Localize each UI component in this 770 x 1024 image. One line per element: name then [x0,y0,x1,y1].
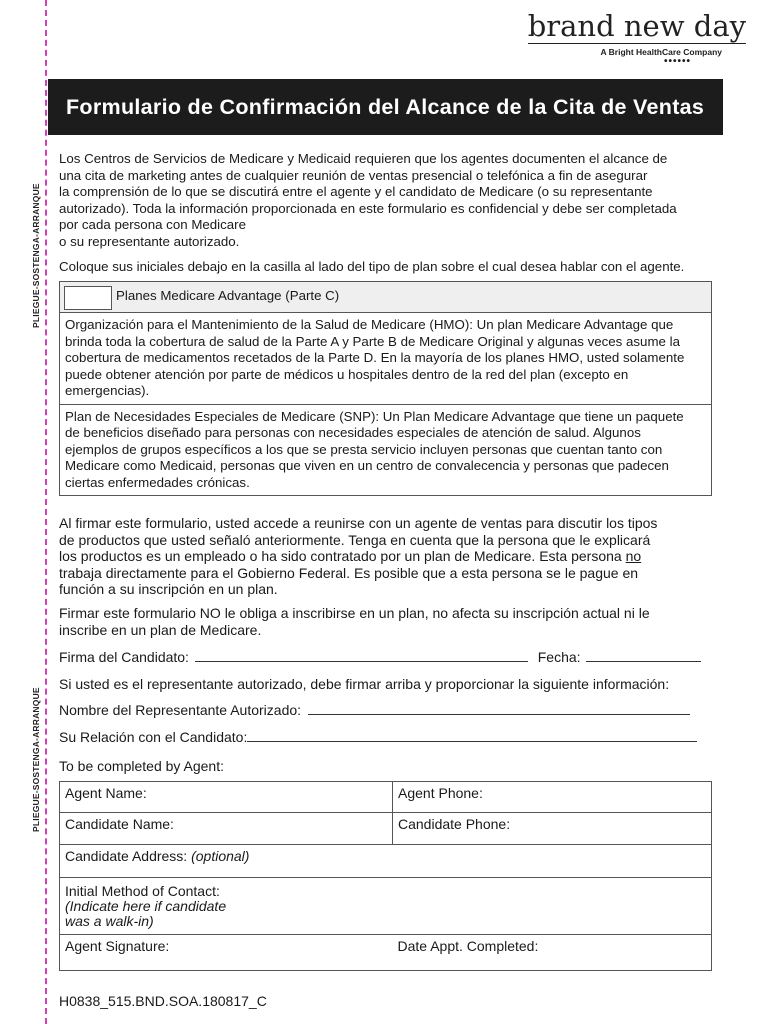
candidate-name-label: Candidate Name: [65,816,174,832]
brand-logo-tagline: A Bright HealthCare Company [600,47,722,57]
contact-method-label: Initial Method of Contact: [65,883,220,899]
agent-name-label: Agent Name: [65,785,147,801]
plan-row-line: de beneficios diseñado para personas con necesidades especiales de atención de salud. Algunos [65,425,641,440]
rep-name-field[interactable] [308,701,690,715]
plan-row-line: Organización para el Mantenimiento de la Salud de Medicare (HMO): Un plan Medicare Advantage que [65,317,674,332]
plan-table-header [60,282,711,313]
intro-line: Los Centros de Servicios de Medicare y Medicaid requieren que los agentes documenten el alcance de [59,151,668,166]
intro-line: la comprensión de lo que se discutirá entre el agente y el candidato de Medicare (o su representante [59,184,653,199]
agent-table [59,781,712,971]
rep-name-label: Nombre del Representante Autorizado: [59,702,302,718]
fold-label-top: PLIEGUE-SOSTENGA-ARRANQUE [31,183,41,328]
consent-line-text: los productos es un empleado o ha sido contratado por un plan de Medicare. Esta persona [59,548,626,564]
agent-phone-label: Agent Phone: [398,785,483,801]
initials-box[interactable] [64,286,112,310]
candidate-signature-label: Firma del Candidato: [59,649,189,665]
plan-type-label: Planes Medicare Advantage (Parte C) [116,288,340,303]
plan-row-line: ciertas enfermedades crónicas. [65,474,250,490]
obligation-paragraph [59,605,719,638]
consent-line [59,548,719,565]
candidate-phone-label: Candidate Phone: [398,816,511,832]
agent-table-row [60,935,712,971]
plan-row-line: brinda toda la cobertura de salud de la Parte A y Parte B de Medicare Original y algunas veces asume la [65,333,680,349]
rep-instruction: Si usted es el representante autorizado, debe firmar arriba y proporcionar la siguiente información: [59,676,670,692]
plan-row-line: Medicare como Medicaid, personas que viven en un centro de convalecencia y personas que padecen [65,458,669,473]
brand-logo-name: brand new day [527,9,746,43]
candidate-signature-field[interactable] [195,648,528,662]
intro-line: o su representante autorizado. [59,233,240,249]
relation-field[interactable] [247,728,697,742]
consent-line: Al firmar este formulario, usted accede a reunirse con un agente de ventas para discutir los tipos [59,515,658,531]
plan-row-line: Plan de Necesidades Especiales de Medicare (SNP): Un Plan Medicare Advantage que tiene un paquete [65,408,684,424]
page-title: Formulario de Confirmación del Alcance de la Cita de Ventas [48,79,723,135]
plan-table [59,281,712,496]
candidate-phone-cell[interactable] [393,813,712,845]
candidate-address-label: Candidate Address: [65,848,188,864]
candidate-signature-row [59,648,701,666]
intro-line: autorizado). Toda la información proporcionada en este formulario es confidencial y debe ser completada [59,200,677,216]
intro-paragraph [59,151,709,250]
contact-method-note: (Indicate here if candidate [65,898,227,914]
perforation-line [45,0,47,1024]
date-label: Fecha: [537,649,581,665]
relation-row [59,728,697,746]
intro-line: una cita de marketing antes de cualquier reunión de ventas presencial o telefónica a fin de asegurar [59,167,648,183]
rep-name-row [59,701,690,719]
agent-table-row [60,782,712,813]
plan-row-line: emergencias). [65,383,150,398]
initials-instruction: Coloque sus iniciales debajo en la casilla al lado del tipo de plan sobre el cual desea hablar con el agente. [59,259,685,274]
agent-signature-cell[interactable] [60,935,393,971]
consent-line: trabaja directamente para el Gobierno Federal. Es posible que a esta persona se le pague en [59,564,639,581]
brand-logo [528,10,746,67]
consent-line: función a su inscripción en un plan. [59,581,278,597]
plan-row-hmo [60,313,711,404]
agent-table-row [60,813,712,845]
candidate-name-cell[interactable] [60,813,393,845]
consent-paragraph [59,515,719,598]
contact-method-note: was a walk-in) [65,913,154,929]
candidate-address-note: (optional) [191,848,250,864]
agent-table-row [60,845,712,878]
date-completed-label: Date Appt. Completed: [397,938,539,954]
consent-emphasis: no [625,548,642,564]
agent-section-heading: To be completed by Agent: [59,758,224,774]
plan-row-line: puede obtener atención por parte de médicos u hospitales dentro de la red del plan (excepto en [65,366,629,382]
intro-line: por cada persona con Medicare [59,217,247,232]
plan-row-line: ejemplos de grupos específicos a los que se presta servicio incluyen personas que cuentan tanto con [65,441,663,457]
consent-line: de productos que usted señaló anteriormente. Tenga en cuenta que la persona que le explicará [59,531,651,548]
agent-table-row [60,878,712,935]
relation-label: Su Relación con el Candidato: [59,729,248,745]
contact-method-cell[interactable] [60,878,712,935]
obligation-line: Firmar este formulario NO le obliga a inscribirse en un plan, no afecta su inscripción actual ni le [59,605,650,621]
plan-row-snp [60,404,711,496]
plan-row-line: cobertura de medicamentos recetados de la Parte D. En la mayoría de los planes HMO, usted solamente [65,350,685,365]
date-field[interactable] [586,648,701,662]
brand-logo-dots: •••••• [663,56,691,67]
agent-name-cell[interactable] [60,782,393,813]
date-completed-cell[interactable] [393,935,712,971]
fold-label-bottom: PLIEGUE-SOSTENGA-ARRANQUE [31,687,41,832]
form-code: H0838_515.BND.SOA.180817_C [59,993,267,1009]
agent-phone-cell[interactable] [393,782,712,813]
obligation-line: inscribe en un plan de Medicare. [59,621,262,638]
candidate-address-cell[interactable] [60,845,712,878]
agent-signature-label: Agent Signature: [65,938,170,954]
